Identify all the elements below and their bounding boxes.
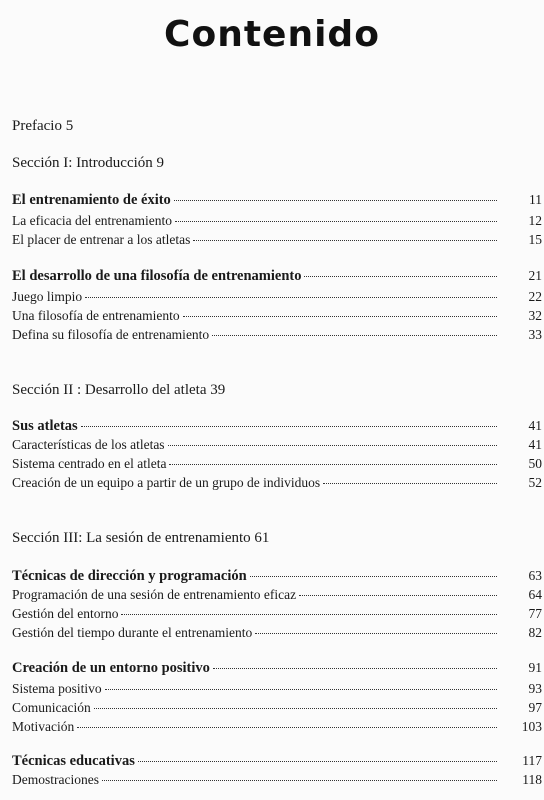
leader-dots — [299, 595, 497, 596]
toc-entry — [12, 772, 542, 788]
toc-entry — [12, 268, 542, 285]
leader-dots — [169, 464, 497, 465]
toc-entry-page: 93 — [528, 681, 542, 696]
toc-entry-page: 103 — [521, 719, 542, 734]
toc-entry-label: Defina su filosofía de entrenamiento — [12, 327, 210, 342]
leader-dots — [255, 633, 497, 634]
page-title: Contenido — [164, 14, 380, 55]
toc-entry-page: 64 — [528, 587, 542, 602]
toc-entry — [12, 568, 542, 585]
toc-entry — [12, 700, 542, 716]
toc-entry-label: Creación de un equipo a partir de un grupo de individuos — [12, 475, 321, 490]
toc-entry-page: 77 — [528, 606, 542, 621]
toc-entry-label: El desarrollo de una filosofía de entrenamiento — [12, 268, 302, 284]
leader-dots — [193, 240, 497, 241]
toc-entry-label: Programación de una sesión de entrenamiento eficaz — [12, 587, 297, 602]
toc-entry — [12, 660, 542, 677]
toc-entry — [12, 587, 542, 603]
toc-entry-label: Técnicas educativas — [12, 753, 135, 769]
toc-entry-page: 21 — [528, 268, 542, 283]
toc-entry-page: 97 — [528, 700, 542, 715]
leader-dots — [77, 727, 497, 728]
toc-entry — [12, 681, 542, 697]
toc-entry-label: Gestión del entorno — [12, 606, 119, 621]
toc-entry-label: Demostraciones — [12, 772, 99, 787]
toc-entry-page: 41 — [528, 418, 542, 433]
toc-entry-label: Comunicación — [12, 700, 91, 715]
toc-entry — [12, 289, 542, 305]
toc-entry-page: 32 — [528, 308, 542, 323]
toc-entry-page: 41 — [528, 437, 542, 452]
toc-entry — [12, 213, 542, 229]
toc-entry-label: Sistema centrado en el atleta — [12, 456, 167, 471]
toc-entry — [12, 625, 542, 641]
toc-entry-label: Motivación — [12, 719, 75, 734]
leader-dots — [102, 780, 497, 781]
toc-entry — [12, 192, 542, 209]
toc-entry-page: 82 — [528, 625, 542, 640]
toc-entry-label: La eficacia del entrenamiento — [12, 213, 173, 228]
toc-entry-page: 15 — [528, 232, 542, 247]
leader-dots — [175, 221, 497, 222]
toc-entry-label: Juego limpio — [12, 289, 83, 304]
toc-entry-page: 118 — [522, 772, 542, 787]
leader-dots — [323, 483, 497, 484]
section-3-heading: Sección III: La sesión de entrenamiento 61 — [12, 530, 270, 546]
toc-entry — [12, 753, 542, 770]
toc-entry-page: 22 — [528, 289, 542, 304]
toc-entry — [12, 456, 542, 472]
leader-dots — [212, 335, 497, 336]
leader-dots — [94, 708, 497, 709]
leader-dots — [213, 668, 497, 669]
toc-entry-label: Una filosofía de entrenamiento — [12, 308, 180, 323]
toc-entry-page: 33 — [528, 327, 542, 342]
toc-entry — [12, 232, 542, 248]
leader-dots — [304, 276, 497, 277]
leader-dots — [85, 297, 497, 298]
toc-entry-page: 50 — [528, 456, 542, 471]
section-2-heading: Sección II : Desarrollo del atleta 39 — [12, 382, 226, 398]
toc-entry-label: Técnicas de dirección y programación — [12, 568, 247, 584]
toc-entry — [12, 327, 542, 343]
toc-entry-page: 91 — [528, 660, 542, 675]
toc-entry-label: Creación de un entorno positivo — [12, 660, 210, 676]
toc-entry — [12, 308, 542, 324]
leader-dots — [183, 316, 497, 317]
prefacio-heading: Prefacio 5 — [12, 118, 74, 134]
leader-dots — [168, 445, 497, 446]
toc-entry-label: Sus atletas — [12, 418, 78, 434]
leader-dots — [138, 761, 497, 762]
toc-entry-page: 11 — [529, 192, 542, 207]
leader-dots — [121, 614, 497, 615]
toc-entry-page: 12 — [528, 213, 542, 228]
toc-entry — [12, 606, 542, 622]
toc-entry — [12, 418, 542, 435]
toc-entry-page: 63 — [528, 568, 542, 583]
leader-dots — [250, 576, 497, 577]
toc-entry — [12, 437, 542, 453]
toc-entry — [12, 475, 542, 491]
toc-entry-page: 52 — [528, 475, 542, 490]
leader-dots — [105, 689, 497, 690]
toc-entry — [12, 719, 542, 735]
toc-entry-page: 117 — [522, 753, 542, 768]
toc-entry-label: El entrenamiento de éxito — [12, 192, 171, 208]
leader-dots — [81, 426, 497, 427]
toc-entry-label: Gestión del tiempo durante el entrenamiento — [12, 625, 253, 640]
toc-entry-label: Sistema positivo — [12, 681, 102, 696]
section-1-heading: Sección I: Introducción 9 — [12, 155, 165, 171]
toc-entry-label: Características de los atletas — [12, 437, 165, 452]
toc-entry-label: El placer de entrenar a los atletas — [12, 232, 191, 247]
leader-dots — [174, 200, 497, 201]
